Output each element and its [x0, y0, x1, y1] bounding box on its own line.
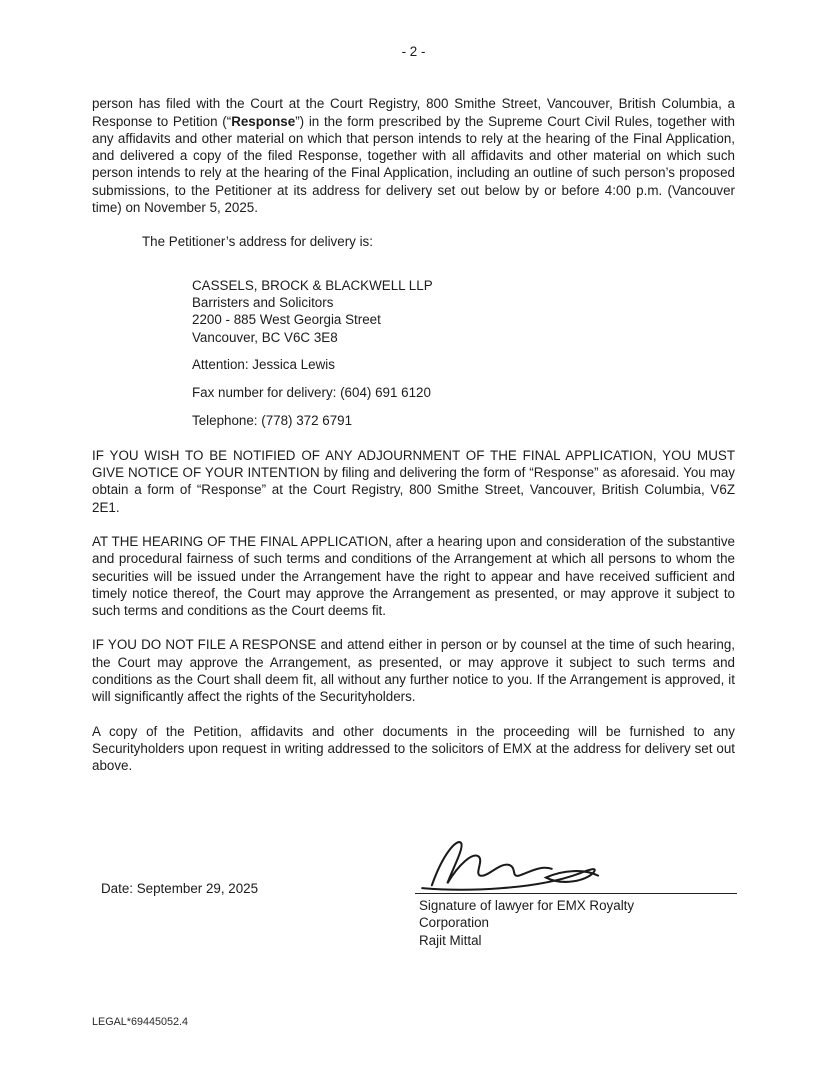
signature-caption-line1: Signature of lawyer for EMX Royalty — [419, 898, 635, 913]
paragraph-hearing: AT THE HEARING OF THE FINAL APPLICATION, after a hearing upon and consideration of the substantive and procedural fairness of such terms and conditions of the Arrangement at which all persons to whom the securities will be issued under the Arrangement have the right to appear and have received sufficient and timely notice thereof, the Court may approve the Arrangement as presented, or may approve it subject to such terms and conditions as the Court deems fit. — [92, 533, 735, 619]
signature-caption — [415, 893, 737, 949]
signer-name: Rajit Mittal — [419, 932, 482, 948]
fax-line: Fax number for delivery: (604) 691 6120 — [192, 385, 431, 401]
paragraph-address-intro: The Petitioner’s address for delivery is: — [142, 234, 373, 250]
signature-scribble-icon — [415, 835, 615, 893]
paragraph-response-filing — [92, 95, 735, 216]
address-firm: CASSELS, BROCK & BLACKWELL LLP — [192, 277, 433, 293]
paragraph-response-post: ”) in the form prescribed by the Supreme Court Civil Rules, together with any affidavits and other material on which that person intends to rely at the hearing of the Final Application, and delivered a copy of the filed Response, together with all affidavits and other material on which such person intends to rely at the hearing of the Final Application, including an outline of such person’s proposed submissions, to the Petitioner at its address for delivery set out below by or before 4:00 p.m. (Vancouver time) on November 5, 2025. — [92, 113, 735, 216]
signature-section — [92, 822, 735, 982]
paragraph-response-bold-term: Response — [231, 113, 296, 129]
paragraph-response-pre: person has filed with the Court at the Court Registry, 800 Smithe Street, Vancouver, British Columbia, a Response to Petition (“ — [92, 96, 735, 129]
paragraph-no-response: IF YOU DO NOT FILE A RESPONSE and attend either in person or by counsel at the time of such hearing, the Court may approve the Arrangement, as presented, or may approve it subject to such terms and conditions as the Court shall deem fit, all without any further notice to you. If the Arrangement is approved, it will significantly affect the rights of the Securityholders. — [92, 637, 735, 705]
address-role: Barristers and Solicitors — [192, 294, 334, 310]
address-street: 2200 - 885 West Georgia Street — [192, 312, 381, 328]
telephone-line: Telephone: (778) 372 6791 — [192, 413, 353, 429]
signature-date: Date: September 29, 2025 — [101, 881, 259, 896]
address-block — [92, 277, 735, 346]
page-number: - 2 - — [401, 44, 426, 59]
paragraph-adjournment-notice: IF YOU WISH TO BE NOTIFIED OF ANY ADJOURNMENT OF THE FINAL APPLICATION, YOU MUST GIVE NOTICE OF YOUR INTENTION by filing and delivering the form of “Response” as aforesaid. You may obtain a form of “Response” at the Court Registry, 800 Smithe Street, Vancouver, British Columbia, V6Z 2E1. — [92, 447, 735, 515]
document-reference-number: LEGAL*69445052.4 — [92, 1016, 189, 1028]
signature-column — [415, 835, 737, 949]
paragraph-copy-of-petition: A copy of the Petition, affidavits and other documents in the proceeding will be furnished to any Securityholders upon request in writing addressed to the solicitors of EMX at the address for delivery set out above. — [92, 723, 735, 774]
address-city: Vancouver, BC V6C 3E8 — [192, 329, 338, 345]
attention-line: Attention: Jessica Lewis — [192, 356, 335, 372]
signature-caption-line2: Corporation — [419, 915, 489, 931]
